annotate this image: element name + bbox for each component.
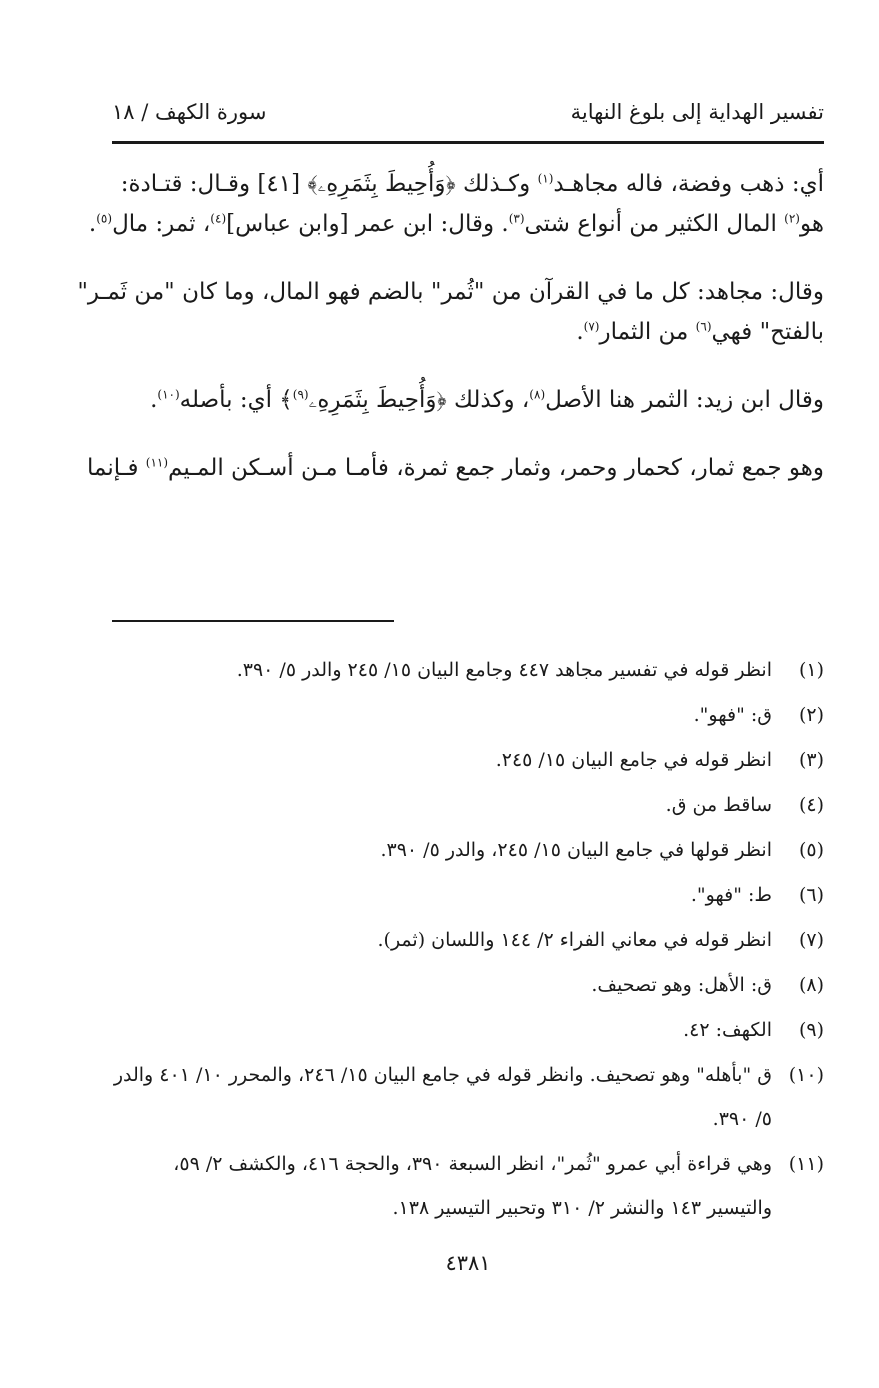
footnote: [112, 783, 824, 827]
footnote-number: (٨): [798, 974, 824, 996]
footnote-text: ط: "فهو".: [690, 884, 772, 906]
footnote: [112, 1008, 824, 1052]
footnote: [112, 1053, 824, 1141]
main-text: [77, 164, 824, 488]
footnote-ref[interactable]: (٩): [292, 387, 309, 402]
footnote-ref[interactable]: (٤): [210, 211, 227, 226]
footnote-text: ق: الأهل: وهو تصحيف.: [591, 974, 772, 996]
footnote-text: وهي قراءة أبي عمرو "ثُمر"، انظر السبعة ٣٩٠، والحجة ٤١٦، والكشف ٢/ ٥٩، والتيسير ١٤٣ والنشر ٢/ ٣١٠ وتحبير التيسير ١٣٨.: [173, 1153, 772, 1219]
footnote: [112, 828, 824, 872]
footnote-ref[interactable]: (٨): [529, 387, 546, 402]
book-title: تفسير الهداية إلى بلوغ النهاية: [570, 100, 824, 124]
footnotes: [112, 648, 824, 1231]
text-line: بالفتح" فهي$^{(٦)}$ من الثمار$^{(٧)}$.: [576, 319, 824, 345]
footnote-text: انظر قوله في جامع البيان ١٥/ ٢٤٥.: [495, 749, 772, 771]
footnote: [112, 963, 824, 1007]
footnote-number: (٢): [798, 704, 824, 726]
footnote-number: (٥): [798, 839, 824, 861]
page-number: ٤٣٨١: [445, 1251, 491, 1275]
footnote-text: انظر قوله في معاني الفراء ٢/ ١٤٤ واللسان (ثمر).: [377, 929, 772, 951]
document-page: [77, 88, 824, 1308]
footnote-text: انظر قولها في جامع البيان ١٥/ ٢٤٥، والدر ٥/ ٣٩٠.: [380, 839, 772, 861]
footnote-number: (١١): [788, 1153, 824, 1175]
footnote-number: (١): [798, 659, 824, 681]
footnote-text: انظر قوله في تفسير مجاهد ٤٤٧ وجامع البيان ١٥/ ٢٤٥ والدر ٥/ ٣٩٠.: [236, 659, 772, 681]
footnote-number: (٤): [798, 794, 824, 816]
footnote-number: (٣): [798, 749, 824, 771]
footnote-text: ق "بأهله" وهو تصحيف. وانظر قوله في جامع البيان ١٥/ ٢٤٦، والمحرر ١٠/ ٤٠١ والدر ٥/ ٣٩٠.: [113, 1064, 772, 1130]
footnote-number: (١٠): [788, 1064, 824, 1086]
footnote-text: ق: "فهو".: [693, 704, 772, 726]
text-line: هو$^{(٢)}$ المال الكثير من أنواع شتى$^{(٣)}$. وقال: ابن عمر [وابن عباس]$^{(٤)}$، ثمر: مال$^{(٥)}$.: [88, 211, 824, 237]
footnote: [112, 873, 824, 917]
footnote-ref[interactable]: (١): [537, 171, 554, 186]
surah-label: سورة الكهف / ١٨: [112, 100, 267, 124]
footnote: [112, 1142, 824, 1230]
text-line: وقال ابن زيد: الثمر هنا الأصل$^{(٨)}$، وكذلك ﴿وَأُحِيطَ بِثَمَرِهِۦ$^{(٩)}$﴾ أي: بأصله$^{(١٠)}$.: [150, 387, 824, 413]
footnote: [112, 918, 824, 962]
footnote-ref[interactable]: (١٠): [157, 387, 180, 402]
footnote-ref[interactable]: (٥): [96, 211, 113, 226]
footnote-separator: [112, 620, 394, 622]
text-line: وهو جمع ثمار، كحمار وحمر، وثمار جمع ثمرة، فأمـا مـن أسـكن المـيم$^{(١١)}$ فـإنما: [87, 455, 824, 481]
footnote-ref[interactable]: (٦): [695, 319, 712, 334]
footnote-ref[interactable]: (٧): [583, 319, 600, 334]
footnote-text: ساقط من ق.: [665, 794, 772, 816]
footnote-ref[interactable]: (١١): [145, 455, 169, 470]
footnote-text: الكهف: ٤٢.: [683, 1019, 772, 1041]
footnote-ref[interactable]: (٢): [784, 211, 800, 226]
footnote-number: (٩): [798, 1019, 824, 1041]
footnote-number: (٧): [798, 929, 824, 951]
header-rule: [112, 141, 824, 144]
footnote-number: (٦): [798, 884, 824, 906]
footnote: [112, 693, 824, 737]
footnote: [112, 648, 824, 692]
footnote: [112, 738, 824, 782]
text-line: أي: ذهب وفضة، فاله مجاهـد$^{(١)}$ وكـذلك ﴿وَأُحِيطَ بِثَمَرِهِۦ﴾ [٤١] وقـال: قتـادة:: [120, 171, 824, 197]
running-header: [112, 100, 824, 134]
footnote-ref[interactable]: (٣): [508, 211, 525, 226]
text-line: وقال: مجاهد: كل ما في القرآن من "ثُمر" بالضم فهو المال، وما كان "من ثَمـر": [77, 279, 824, 305]
